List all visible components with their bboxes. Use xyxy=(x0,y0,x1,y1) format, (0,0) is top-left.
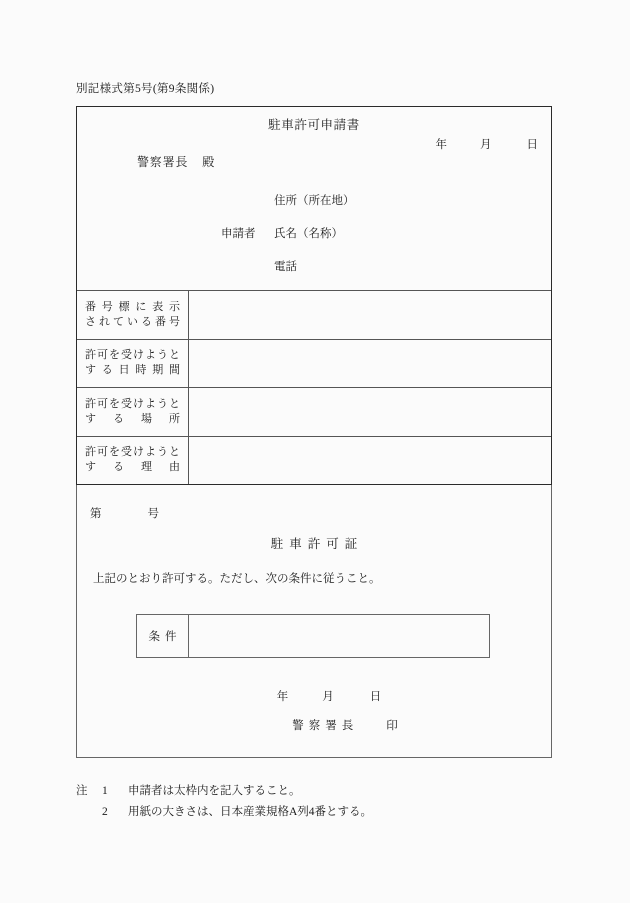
permit-date-line xyxy=(77,688,551,704)
entry-row-plate-number xyxy=(77,290,551,339)
entry-value-period[interactable] xyxy=(189,340,551,388)
note-2-number: 2 xyxy=(102,806,108,818)
permit-chief-title: 警察署長 xyxy=(292,720,359,732)
entry-label-period xyxy=(77,340,189,388)
entry-rows xyxy=(77,290,551,484)
entry-label-reason xyxy=(77,437,189,485)
entry-value-location[interactable] xyxy=(189,388,551,436)
note-1-number: 1 xyxy=(102,785,108,797)
permit-date-month: 月 xyxy=(322,691,334,703)
entry-label-location-line1: 許可を受けようと xyxy=(85,397,180,410)
note-2-text: 用紙の大きさは、日本産業規格A列4番とする。 xyxy=(128,806,373,818)
entry-label-period-line2: する日時期間 xyxy=(85,364,180,377)
permit-signature-line xyxy=(77,717,551,733)
condition-label: 条件 xyxy=(137,615,189,657)
note-row-1 xyxy=(76,782,372,803)
entry-row-location xyxy=(77,387,551,436)
permit-number-suffix: 号 xyxy=(147,508,159,520)
entry-value-reason[interactable] xyxy=(189,437,551,485)
applicant-field-address-value: 住所（所在地） xyxy=(274,195,355,207)
notes-section xyxy=(76,782,372,824)
addressee-honorific: 殿 xyxy=(202,155,216,169)
application-date-line xyxy=(436,136,539,152)
entry-value-plate-number[interactable] xyxy=(189,291,551,339)
condition-value[interactable] xyxy=(189,615,489,657)
applicant-field-address xyxy=(77,192,551,225)
permit-number-prefix: 第 xyxy=(90,508,102,520)
application-date-day: 日 xyxy=(526,139,538,151)
note-row-2 xyxy=(76,803,372,824)
entry-label-period-line1: 許可を受けようと xyxy=(85,349,180,362)
permit-number-line xyxy=(90,505,159,521)
permit-certificate-frame xyxy=(76,485,552,758)
permit-date-year: 年 xyxy=(276,691,289,703)
entry-label-location-line2: する場所 xyxy=(85,412,180,425)
applicant-field-name-value: 氏名（名称） xyxy=(274,228,343,240)
entry-row-period xyxy=(77,339,551,388)
seal-icon: 印 xyxy=(386,720,398,732)
permit-date-day: 日 xyxy=(369,691,382,703)
document-title: 駐車許可申請書 xyxy=(268,118,360,132)
applicant-bold-frame xyxy=(76,106,552,485)
applicant-header-block xyxy=(77,107,551,290)
permit-title: 駐車許可証 xyxy=(270,537,364,551)
addressee-office: 警察署長 xyxy=(137,155,189,169)
applicant-field-name-label: 申請者 xyxy=(221,228,256,240)
application-date-month: 月 xyxy=(480,139,492,151)
entry-label-plate-number xyxy=(77,291,189,339)
applicant-field-name xyxy=(77,225,551,258)
note-1-text: 申請者は太枠内を記入すること。 xyxy=(128,785,301,797)
entry-row-reason xyxy=(77,436,551,485)
entry-label-plate-number-line2: されている番号 xyxy=(85,315,180,328)
applicant-field-phone xyxy=(77,258,551,291)
applicant-field-phone-value: 電話 xyxy=(274,261,297,273)
notes-head-label: 注 xyxy=(76,785,88,797)
form-number: 別記様式第5号(第9条関係) xyxy=(76,83,215,95)
application-date-year: 年 xyxy=(435,139,447,151)
addressee-line xyxy=(137,153,215,170)
entry-label-reason-line1: 許可を受けようと xyxy=(85,446,180,459)
entry-label-location xyxy=(77,388,189,436)
permit-statement: 上記のとおり許可する。ただし、次の条件に従うこと。 xyxy=(93,573,381,585)
entry-label-reason-line2: する理由 xyxy=(85,461,180,474)
applicant-fields xyxy=(77,192,551,291)
entry-label-plate-number-line1: 番号標に表示 xyxy=(85,300,180,313)
condition-box xyxy=(136,614,490,658)
